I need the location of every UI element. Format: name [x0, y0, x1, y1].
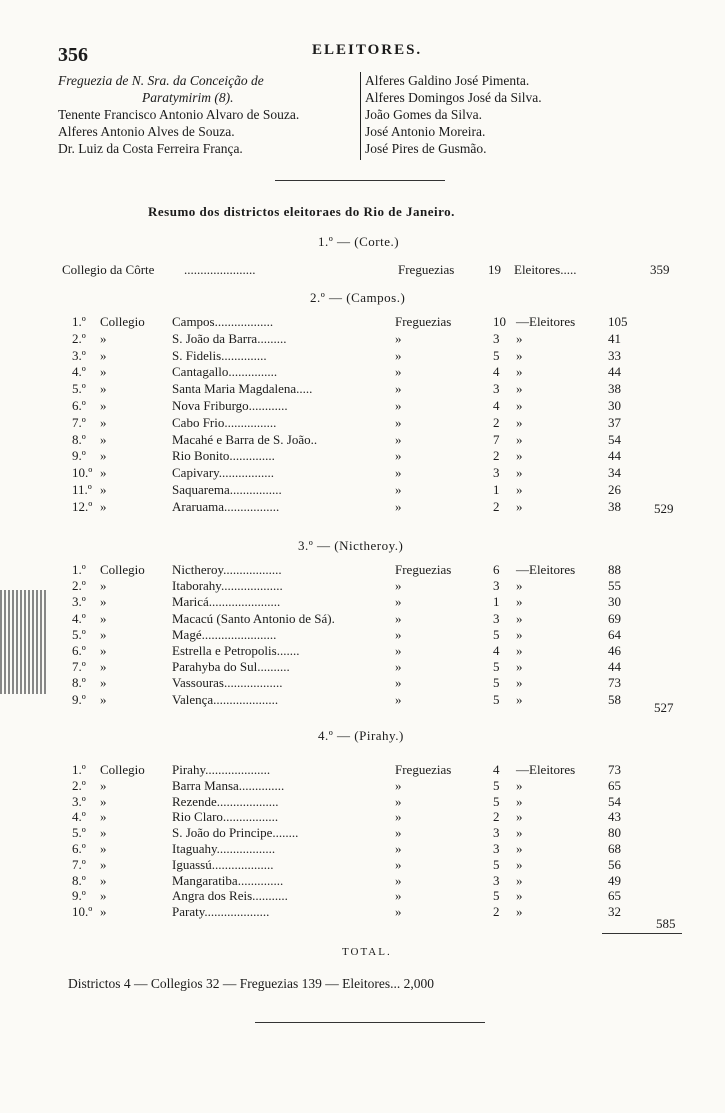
cell-el: » — [516, 626, 523, 642]
cell-name: Iguassú................... — [172, 856, 274, 872]
cell-num: 2.º — [72, 777, 86, 793]
cell-el: » — [516, 347, 523, 363]
table-row — [0, 482, 700, 498]
cell-col: » — [100, 482, 107, 497]
table-row — [0, 465, 700, 481]
cell-elv: 43 — [608, 809, 621, 825]
cell-elv: 32 — [608, 904, 621, 920]
right-name: Alferes Galdino José Pimenta. — [365, 73, 530, 88]
cell-fn: 3 — [493, 610, 500, 626]
table-row — [0, 331, 700, 347]
cell-name: S. Fidelis.............. — [172, 347, 267, 363]
table-row — [0, 432, 700, 448]
table-row — [0, 398, 700, 414]
cell-name: Itaguahy.................. — [172, 841, 276, 856]
cell-freg: » — [395, 643, 402, 658]
table-row — [0, 857, 700, 873]
cell-elv: 73 — [608, 675, 621, 691]
column-divider — [360, 72, 361, 160]
cell-name: Saquarema................ — [172, 482, 282, 497]
collegio-name: Collegio da Côrte — [62, 262, 155, 277]
cell-elv: 33 — [608, 347, 621, 363]
cell-num: 3.º — [72, 793, 86, 809]
cell-elv: 37 — [608, 414, 621, 430]
cell-num: 2.º — [72, 330, 86, 346]
cell-col: » — [100, 777, 107, 793]
cell-name: Mangaratiba.............. — [172, 872, 284, 888]
cell-num: 3.º — [72, 347, 86, 363]
cell-elv: 58 — [608, 691, 621, 707]
table-row — [0, 348, 700, 364]
cell-freg: » — [395, 777, 402, 793]
cell-num: 11.º — [72, 482, 92, 497]
cell-el: » — [516, 872, 523, 888]
cell-elv: 65 — [608, 777, 621, 793]
cell-num: 4.º — [72, 610, 86, 626]
cell-fn: 4 — [493, 398, 500, 413]
cell-col: » — [100, 904, 107, 920]
cell-col: » — [100, 381, 107, 397]
cell-elv: 49 — [608, 872, 621, 888]
table-row — [0, 364, 700, 380]
table-row — [0, 562, 700, 578]
cell-col: » — [100, 691, 107, 707]
cell-el: » — [516, 856, 523, 872]
cell-num: 7.º — [72, 414, 86, 430]
cell-fn: 5 — [493, 626, 500, 642]
cell-el: » — [516, 675, 523, 691]
cell-freg: » — [395, 398, 402, 413]
cell-fn: 3 — [493, 381, 500, 397]
cell-freg: » — [395, 465, 402, 481]
cell-col: Collegio — [100, 314, 145, 329]
cell-elv: 54 — [608, 793, 621, 809]
cell-elv: 30 — [608, 594, 621, 610]
cell-freg: Freguezias — [395, 562, 452, 577]
cell-fn: 5 — [493, 856, 500, 872]
table-row — [0, 762, 700, 778]
cell-col: » — [100, 498, 107, 514]
cell-el: » — [516, 610, 523, 626]
cell-num: 10.º — [72, 904, 93, 920]
cell-num: 5.º — [72, 381, 86, 397]
cell-fn: 7 — [493, 431, 500, 447]
cell-el: » — [516, 398, 523, 413]
cell-el: » — [516, 364, 523, 380]
cell-el: » — [516, 594, 523, 610]
cell-freg: » — [395, 448, 402, 464]
table-row — [0, 888, 700, 904]
cell-freg: » — [395, 675, 402, 691]
cell-num: 6.º — [72, 398, 86, 413]
cell-name: Vassouras.................. — [172, 675, 283, 691]
cell-elv: 38 — [608, 498, 621, 514]
cell-el: » — [516, 431, 523, 447]
cell-num: 6.º — [72, 643, 86, 658]
table-row — [0, 692, 700, 708]
cell-col: » — [100, 659, 107, 675]
cell-freg: Freguezias — [395, 762, 452, 777]
cell-el: » — [516, 904, 523, 920]
cell-el: —Eleitores — [516, 314, 576, 329]
cell-name: Macacú (Santo Antonio de Sá). — [172, 610, 335, 626]
cell-num: 1.º — [72, 562, 86, 577]
cell-col: » — [100, 431, 107, 447]
subtotal: 529 — [654, 501, 674, 516]
table-row — [0, 627, 700, 643]
district-heading: 4.º — (Pirahy.) — [318, 728, 404, 743]
cell-name: Nictheroy.................. — [172, 562, 282, 577]
cell-name: Rio Claro................. — [172, 809, 279, 825]
cell-num: 9.º — [72, 691, 86, 707]
cell-freg: » — [395, 498, 402, 514]
cell-el: —Eleitores — [516, 562, 576, 577]
table-row — [0, 675, 700, 691]
cell-elv: 56 — [608, 856, 621, 872]
cell-name: Cantagallo............... — [172, 364, 278, 380]
cell-fn: 3 — [493, 465, 500, 481]
cell-num: 5.º — [72, 825, 86, 841]
cell-num: 1.º — [72, 314, 86, 329]
total-summary: Districtos 4 — Collegios 32 — Freguezias 139 — Eleitores... 2,000 — [68, 976, 434, 991]
cell-col: » — [100, 888, 107, 904]
cell-elv: 44 — [608, 364, 621, 380]
cell-fn: 1 — [493, 482, 500, 497]
cell-fn: 5 — [493, 691, 500, 707]
cell-col: » — [100, 347, 107, 363]
cell-col: » — [100, 872, 107, 888]
total-label: TOTAL. — [342, 946, 392, 958]
cell-name: Magé....................... — [172, 626, 277, 642]
cell-num: 7.º — [72, 659, 86, 675]
eleitores-label: Eleitores..... — [514, 262, 577, 277]
cell-name: Araruama................. — [172, 498, 280, 514]
right-name: Alferes Domingos José da Silva. — [365, 90, 542, 105]
cell-col: » — [100, 675, 107, 691]
cell-freg: » — [395, 856, 402, 872]
table-row — [62, 262, 692, 278]
cell-elv: 38 — [608, 381, 621, 397]
cell-freg: » — [395, 381, 402, 397]
cell-el: » — [516, 659, 523, 675]
cell-fn: 2 — [493, 414, 500, 430]
cell-name: Maricá...................... — [172, 594, 281, 610]
cell-col: » — [100, 398, 107, 413]
cell-elv: 68 — [608, 841, 621, 856]
cell-col: » — [100, 610, 107, 626]
cell-col: » — [100, 414, 107, 430]
cell-fn: 5 — [493, 777, 500, 793]
cell-col: » — [100, 465, 107, 481]
cell-num: 4.º — [72, 809, 86, 825]
cell-name: Macahé e Barra de S. João.. — [172, 431, 318, 447]
table-row — [0, 499, 700, 515]
cell-col: » — [100, 626, 107, 642]
cell-fn: 2 — [493, 498, 500, 514]
cell-freg: » — [395, 809, 402, 825]
cell-name: Estrella e Petropolis....... — [172, 643, 300, 658]
table-row — [0, 778, 700, 794]
cell-num: 8.º — [72, 872, 86, 888]
right-name: José Antonio Moreira. — [365, 124, 486, 139]
cell-name: Cabo Frio................ — [172, 414, 277, 430]
cell-name: S. João do Principe........ — [172, 825, 299, 841]
cell-name: Nova Friburgo............ — [172, 398, 288, 413]
cell-elv: 44 — [608, 448, 621, 464]
cell-el: » — [516, 498, 523, 514]
cell-fn: 2 — [493, 448, 500, 464]
cell-fn: 5 — [493, 659, 500, 675]
cell-num: 8.º — [72, 431, 86, 447]
cell-freg: » — [395, 347, 402, 363]
cell-col: » — [100, 825, 107, 841]
freguezias-label: Freguezias — [398, 262, 455, 277]
table-row — [0, 873, 700, 889]
total-rule — [602, 933, 682, 934]
table-row — [0, 594, 700, 610]
cell-freg: » — [395, 691, 402, 707]
cell-num: 12.º — [72, 498, 93, 514]
cell-col: » — [100, 594, 107, 610]
cell-name: S. João da Barra......... — [172, 330, 287, 346]
cell-elv: 26 — [608, 482, 621, 497]
cell-num: 5.º — [72, 626, 86, 642]
table-row — [0, 841, 700, 857]
table-row — [0, 381, 700, 397]
cell-freg: Freguezias — [395, 314, 452, 329]
cell-name: Capivary................. — [172, 465, 275, 481]
cell-fn: 5 — [493, 888, 500, 904]
cell-name: Santa Maria Magdalena..... — [172, 381, 313, 397]
cell-fn: 3 — [493, 872, 500, 888]
cell-fn: 4 — [493, 762, 500, 777]
cell-fn: 3 — [493, 841, 500, 856]
freguezia-title-1: Freguezia de N. Sra. da Conceição de — [58, 73, 264, 88]
cell-num: 7.º — [72, 856, 86, 872]
cell-col: » — [100, 856, 107, 872]
cell-name: Parahyba do Sul.......... — [172, 659, 290, 675]
left-name: Dr. Luiz da Costa Ferreira França. — [58, 141, 243, 156]
separator-rule — [275, 180, 445, 181]
cell-num: 3.º — [72, 594, 86, 610]
cell-name: Itaborahy................... — [172, 578, 283, 594]
cell-freg: » — [395, 364, 402, 380]
cell-col: » — [100, 364, 107, 380]
cell-elv: 30 — [608, 398, 621, 413]
cell-freg: » — [395, 330, 402, 346]
cell-el: » — [516, 809, 523, 825]
cell-freg: » — [395, 904, 402, 920]
running-head: ELEITORES. — [312, 42, 423, 58]
cell-name: Rio Bonito.............. — [172, 448, 275, 464]
cell-elv: 80 — [608, 825, 621, 841]
cell-freg: » — [395, 888, 402, 904]
cell-fn: 3 — [493, 330, 500, 346]
cell-num: 10.º — [72, 465, 93, 481]
cell-freg: » — [395, 841, 402, 856]
district-heading: 3.º — (Nictheroy.) — [298, 538, 404, 553]
cell-col: » — [100, 448, 107, 464]
cell-el: » — [516, 482, 523, 497]
cell-elv: 88 — [608, 562, 621, 577]
cell-el: » — [516, 793, 523, 809]
cell-el: » — [516, 465, 523, 481]
cell-el: » — [516, 841, 523, 856]
cell-el: » — [516, 330, 523, 346]
cell-fn: 4 — [493, 364, 500, 380]
table-row — [0, 415, 700, 431]
cell-freg: » — [395, 872, 402, 888]
cell-fn: 2 — [493, 809, 500, 825]
table-row — [0, 659, 700, 675]
left-name: Alferes Antonio Alves de Souza. — [58, 124, 235, 139]
cell-el: » — [516, 691, 523, 707]
cell-col: » — [100, 330, 107, 346]
cell-elv: 105 — [608, 314, 628, 329]
table-row — [0, 904, 700, 920]
cell-freg: » — [395, 825, 402, 841]
page-number: 356 — [58, 44, 88, 66]
cell-freg: » — [395, 610, 402, 626]
cell-col: » — [100, 793, 107, 809]
cell-name: Paraty.................... — [172, 904, 270, 920]
section-title: Resumo dos districtos eleitoraes do Rio de Janeiro. — [148, 204, 455, 219]
cell-elv: 41 — [608, 330, 621, 346]
cell-el: » — [516, 414, 523, 430]
cell-num: 6.º — [72, 841, 86, 856]
cell-fn: 6 — [493, 562, 500, 577]
subtotal: 527 — [654, 700, 674, 715]
cell-el: » — [516, 381, 523, 397]
cell-col: Collegio — [100, 762, 145, 777]
cell-col: » — [100, 578, 107, 594]
cell-fn: 1 — [493, 594, 500, 610]
cell-col: » — [100, 643, 107, 658]
dots: ...................... — [184, 262, 256, 277]
cell-num: 4.º — [72, 364, 86, 380]
table-row — [0, 794, 700, 810]
table-row — [0, 809, 700, 825]
cell-el: —Eleitores — [516, 762, 576, 777]
cell-freg: » — [395, 793, 402, 809]
freguezia-title-2: Paratymirim (8). — [142, 90, 234, 105]
cell-name: Pirahy.................... — [172, 762, 271, 777]
cell-fn: 3 — [493, 825, 500, 841]
cell-fn: 5 — [493, 347, 500, 363]
cell-elv: 34 — [608, 465, 621, 481]
cell-num: 9.º — [72, 448, 86, 464]
eleitores-count: 359 — [650, 262, 670, 277]
cell-name: Barra Mansa.............. — [172, 777, 285, 793]
right-name: João Gomes da Silva. — [365, 107, 482, 122]
cell-name: Valença.................... — [172, 691, 279, 707]
cell-num: 2.º — [72, 578, 86, 594]
cell-el: » — [516, 825, 523, 841]
cell-elv: 55 — [608, 578, 621, 594]
table-row — [0, 643, 700, 659]
cell-el: » — [516, 888, 523, 904]
cell-fn: 5 — [493, 675, 500, 691]
cell-freg: » — [395, 482, 402, 497]
left-name: Tenente Francisco Antonio Alvaro de Souza. — [58, 107, 300, 122]
cell-freg: » — [395, 431, 402, 447]
district-heading: 1.º — (Corte.) — [318, 234, 400, 249]
district-heading: 2.º — (Campos.) — [310, 290, 406, 305]
table-row — [0, 314, 700, 330]
cell-el: » — [516, 578, 523, 594]
cell-elv: 46 — [608, 643, 621, 658]
cell-num: 8.º — [72, 675, 86, 691]
table-row — [0, 825, 700, 841]
freguezias-count: 19 — [488, 262, 501, 277]
cell-name: Angra dos Reis........... — [172, 888, 288, 904]
cell-elv: 69 — [608, 610, 621, 626]
cell-num: 1.º — [72, 762, 86, 777]
cell-name: Campos.................. — [172, 314, 274, 329]
cell-col: Collegio — [100, 562, 145, 577]
cell-freg: » — [395, 594, 402, 610]
cell-fn: 2 — [493, 904, 500, 920]
page-edge-mark — [0, 590, 46, 694]
table-row — [0, 448, 700, 464]
cell-elv: 54 — [608, 431, 621, 447]
cell-el: » — [516, 448, 523, 464]
cell-el: » — [516, 643, 523, 658]
cell-elv: 73 — [608, 762, 621, 777]
cell-elv: 65 — [608, 888, 621, 904]
cell-elv: 64 — [608, 626, 621, 642]
cell-fn: 4 — [493, 643, 500, 658]
subtotal: 585 — [656, 916, 676, 931]
cell-freg: » — [395, 578, 402, 594]
cell-fn: 5 — [493, 793, 500, 809]
table-row — [0, 578, 700, 594]
cell-freg: » — [395, 659, 402, 675]
cell-elv: 44 — [608, 659, 621, 675]
right-name: José Pires de Gusmão. — [365, 141, 487, 156]
cell-freg: » — [395, 414, 402, 430]
cell-col: » — [100, 809, 107, 825]
cell-fn: 3 — [493, 578, 500, 594]
table-row — [0, 611, 700, 627]
cell-freg: » — [395, 626, 402, 642]
cell-el: » — [516, 777, 523, 793]
tailpiece-rule — [255, 1022, 485, 1023]
cell-name: Rezende................... — [172, 793, 279, 809]
cell-fn: 10 — [493, 314, 506, 329]
cell-col: » — [100, 841, 107, 856]
cell-num: 9.º — [72, 888, 86, 904]
